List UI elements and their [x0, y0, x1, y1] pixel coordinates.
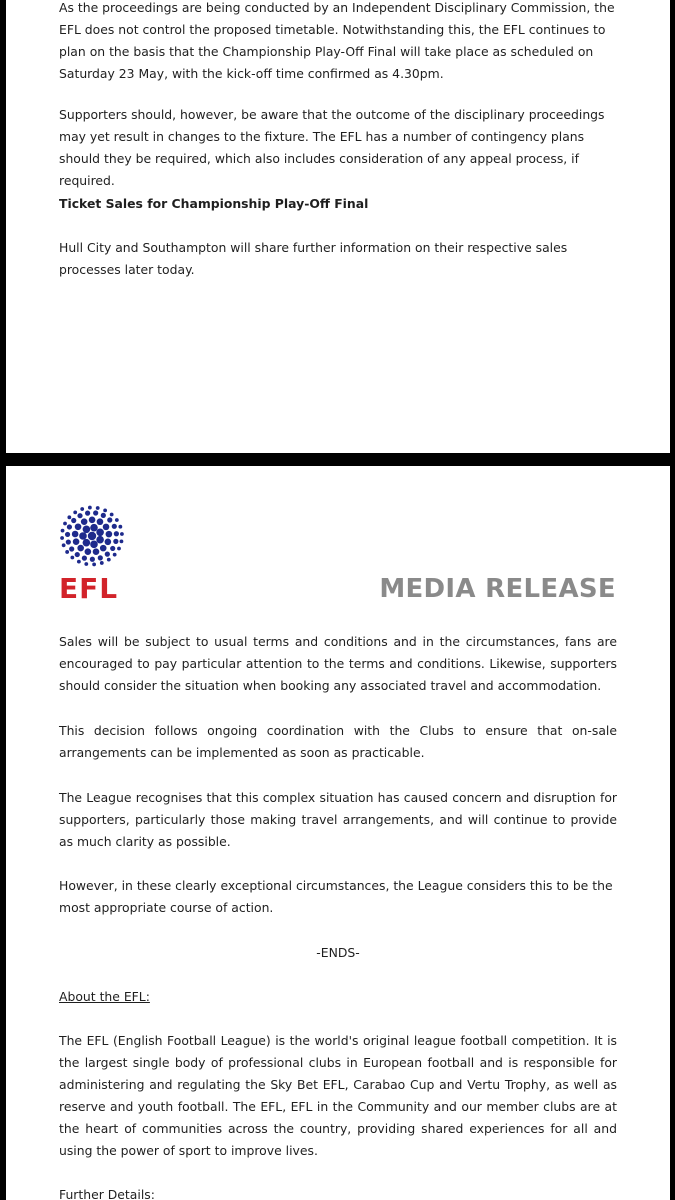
- paragraph-about-efl: The EFL (English Football League) is the world's original league football competition. It is the largest single body of professional clubs in European football and is responsible for administering and regulating the Sky Bet EFL, Carabao Cup and Vertu Trophy, as well as reserve and youth football. The EFL, EFL in the Community and our member clubs are at the heart of communities across the country, providing shared experiences for all and using the power of sport to improve lives.: [59, 1033, 617, 1158]
- ends-marker: -ENDS-: [316, 945, 360, 960]
- document-page-1: [6, 0, 670, 453]
- heading-further-details: Further Details:: [59, 1187, 155, 1200]
- paragraph-proceedings: As the proceedings are being conducted by an Independent Disciplinary Commission, the EFL does not control the proposed timetable. Notwithstanding this, the EFL continues to plan on the basis that the Championship Play-Off Final will take place as scheduled on Saturday 23 May, with the kick-off time confirmed as 4.30pm.: [59, 0, 615, 81]
- paragraph-sales-terms: Sales will be subject to usual terms and conditions and in the circumstances, fans are encouraged to pay particular attention to the terms and conditions. Likewise, supporters should consider the situation when booking any associated travel and accommodation.: [59, 634, 617, 693]
- heading-about-efl: About the EFL:: [59, 989, 150, 1004]
- document-page-2: [6, 466, 670, 1200]
- efl-wordmark: EFL: [59, 572, 119, 605]
- heading-ticket-sales: Ticket Sales for Championship Play-Off Final: [59, 196, 369, 211]
- media-release-title: MEDIA RELEASE: [379, 574, 616, 604]
- paragraph-coordination: This decision follows ongoing coordination with the Clubs to ensure that on-sale arrangements can be implemented as soon as practicable.: [59, 723, 617, 760]
- paragraph-league-recognises: The League recognises that this complex situation has caused concern and disruption for supporters, particularly those making travel arrangements, and will continue to provide as much clarity as possible.: [59, 790, 617, 849]
- paragraph-supporters-warning: Supporters should, however, be aware that the outcome of the disciplinary proceedings may yet result in changes to the fixture. The EFL has a number of contingency plans should they be required, which also includes consideration of any appeal process, if required.: [59, 107, 605, 188]
- paragraph-hull-southampton: Hull City and Southampton will share further information on their respective sales processes later today.: [59, 240, 568, 277]
- paragraph-exceptional-circumstances: However, in these clearly exceptional circumstances, the League considers this to be the most appropriate course of action.: [59, 878, 613, 915]
